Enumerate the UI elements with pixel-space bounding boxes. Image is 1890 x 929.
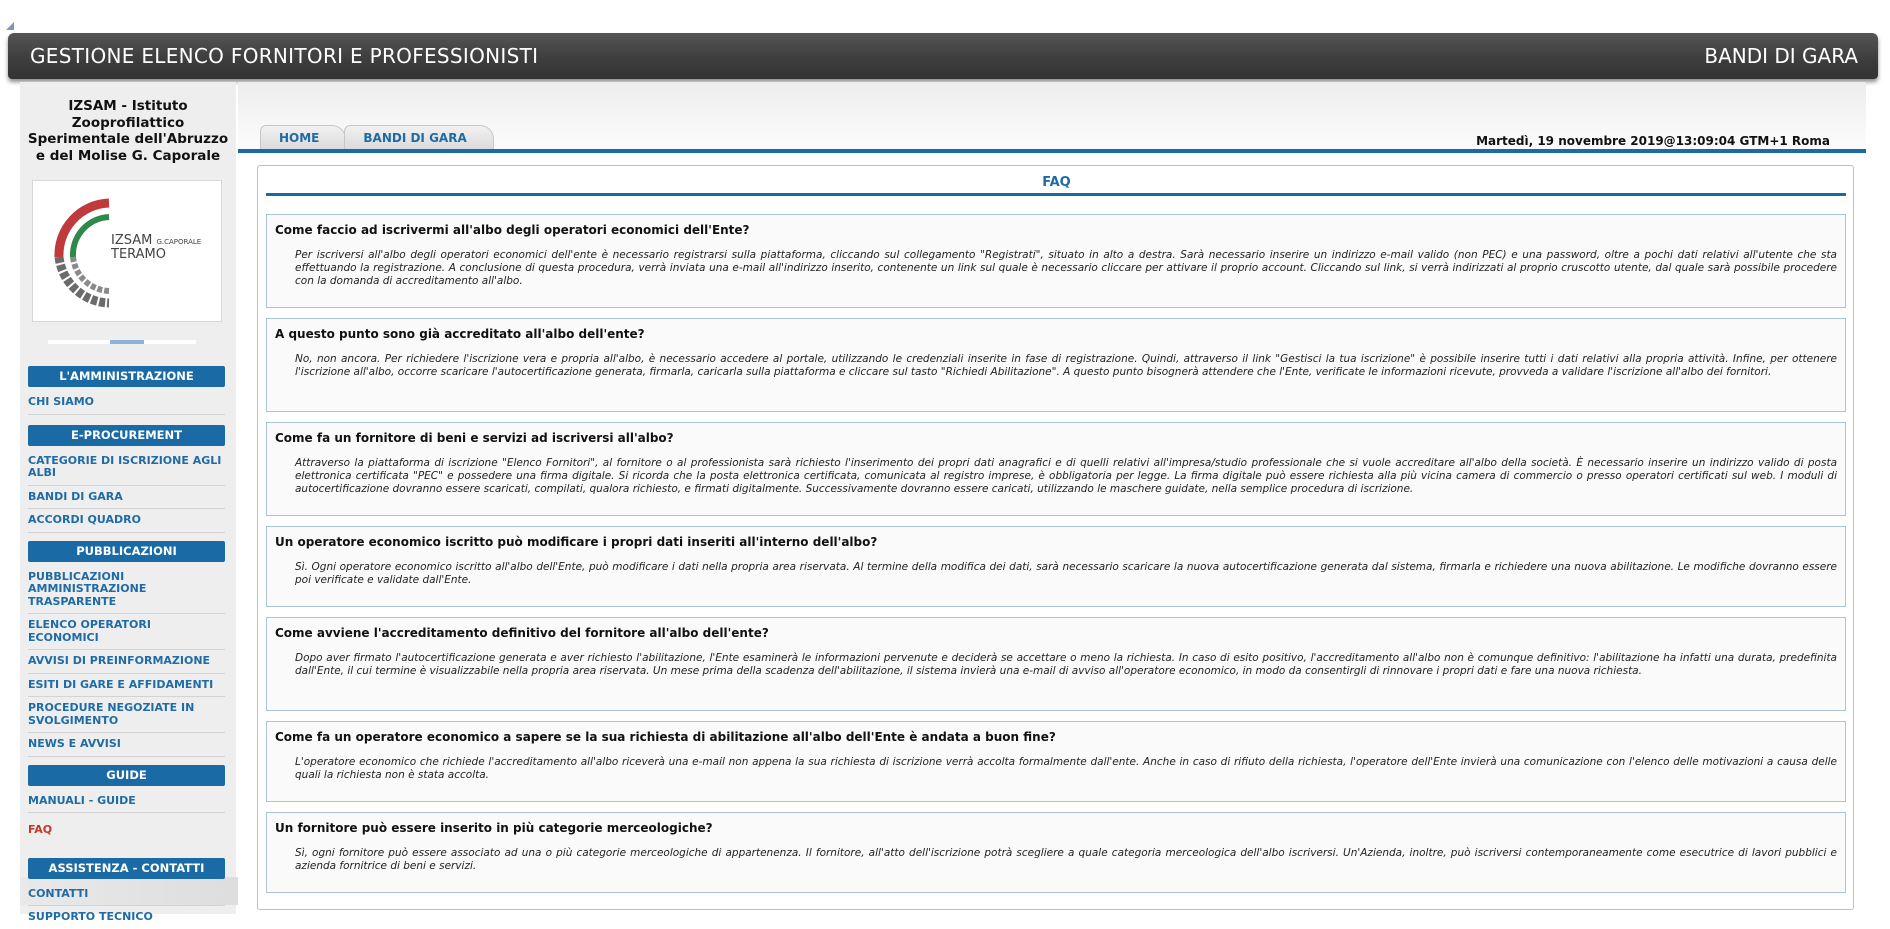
faq-question: Come fa un fornitore di beni e servizi ad iscriversi all'albo? [275, 431, 674, 445]
tab-bandi-di-gara[interactable]: BANDI DI GARA [344, 125, 493, 150]
tab-bar [260, 125, 492, 151]
faq-item [266, 422, 1846, 516]
org-logo[interactable] [32, 180, 222, 322]
faq-answer: Per iscriversi all'albo degli operatori economici dell'ente è necessario registrarsi sulla piattaforma, cliccando sul collegamento "Registrati", situato in alto a destra. Sarà necessario inserire un indirizzo e-mail valido (non PEC) e una password, oltre a pochi dati relativi all'utente che sta effettuando la registrazione. A conclusione di questa procedura, verrà inviata una e-mail all'indirizzo inserito, contenente un link sul quale è necessario cliccare per attivare il proprio account. Cliccando sul link, si verrà indirizzati al proprio cruscotto utente, dal quale sarà possibile procedere con la domanda di accreditamento all'albo. [295, 249, 1837, 287]
main-content [238, 82, 1866, 914]
faq-item [266, 721, 1846, 802]
nav-item-chi-siamo[interactable]: CHI SIAMO [28, 391, 225, 415]
header-bar [8, 33, 1878, 79]
slider-active-dot [110, 340, 144, 344]
nav-item-manuali-guide[interactable]: MANUALI - GUIDE [28, 790, 225, 814]
nav-item-faq[interactable]: FAQ [28, 823, 53, 836]
faq-answer: Sì. Ogni operatore economico iscritto all'albo dell'Ente, può modificare i dati nella propria area riservata. Al termine della modifica dei dati, sarà necessario scaricare la nuova autocertificazione generata dal sistema, firmarla e richiedere una nuova abilitazione. Le modifiche dovranno essere poi verificate e validate dall'Ente. [295, 561, 1837, 586]
faq-item [266, 318, 1846, 412]
tab-home[interactable]: HOME [260, 125, 346, 150]
faq-title-underline [266, 193, 1846, 196]
app-title: GESTIONE ELENCO FORNITORI E PROFESSIONISTI [30, 44, 539, 68]
logo-text-line2: TERAMO [111, 247, 167, 262]
nav-item-supporto-tecnico[interactable]: SUPPORTO TECNICO [28, 910, 153, 923]
nav-item-accordi-quadro[interactable]: ACCORDI QUADRO [28, 509, 225, 533]
top-strip [0, 0, 1890, 26]
org-name: IZSAM - Istituto Zooprofilattico Sperimentale dell'Abruzzo e del Molise G. Caporale [27, 98, 229, 164]
faq-question: Come avviene l'accreditamento definitivo del fornitore all'albo dell'ente? [275, 626, 769, 640]
faq-answer: No, non ancora. Per richiedere l'iscrizione vera e propria all'albo, è necessario accedere al portale, utilizzando le credenziali inserite in fase di registrazione. Quindi, attraverso il link "Gestisci la tua iscrizione" è possibile inserire tutti i dati relativi alla propria attività. Infine, per ottenere l'iscrizione all'albo, occorre scaricare l'autocertificazione generata, firmarla, caricarla sulla piattaforma e cliccare sul tasto "Richiedi Abilitazione". A questo punto bisognerà attendere che l'Ente, verificate le informazioni ricevute, provveda a validare l'iscrizione all'albo dei fornitori. [295, 353, 1837, 378]
logo-arc-icon [51, 199, 111, 307]
faq-panel [257, 165, 1854, 910]
nav-item-contatti[interactable]: CONTATTI [28, 883, 225, 907]
logo-slider-indicator[interactable] [48, 340, 196, 344]
faq-item [266, 617, 1846, 711]
nav-item-esiti-gare[interactable]: ESITI DI GARE E AFFIDAMENTI [28, 674, 225, 698]
nav-item-bandi-di-gara[interactable]: BANDI DI GARA [28, 486, 225, 510]
sidebar [20, 82, 236, 923]
faq-question: Come fa un operatore economico a sapere se la sua richiesta di abilitazione all'albo dell'Ente è andata a buon fine? [275, 730, 1056, 744]
nav-item-categorie-iscrizione[interactable]: CATEGORIE DI ISCRIZIONE AGLI ALBI [28, 450, 225, 486]
date-time: Martedì, 19 novembre 2019@13:09:04 GTM+1 Roma [1476, 134, 1830, 148]
nav-item-elenco-operatori[interactable]: ELENCO OPERATORI ECONOMICI [28, 614, 225, 650]
nav-heading-amministrazione: L'AMMINISTRAZIONE [28, 366, 225, 387]
sidebar-nav [28, 366, 225, 929]
faq-answer: Sì, ogni fornitore può essere associato ad una o più categorie merceologiche di appartenenza. Il fornitore, all'atto dell'iscrizione potrà scegliere a quale categoria merceologica dell'albo iscriversi. Un'Azienda, inoltre, può iscriversi contemporaneamente come esecutrice di lavori pubblici e azienda fornitrice di beni e servizi. [295, 847, 1837, 872]
corner-mark [6, 22, 14, 30]
nav-heading-e-procurement: E-PROCUREMENT [28, 425, 225, 446]
faq-question: Come faccio ad iscrivermi all'albo degli operatori economici dell'Ente? [275, 223, 750, 237]
nav-heading-assistenza: ASSISTENZA - CONTATTI [28, 858, 225, 879]
nav-item-avvisi-preinformazione[interactable]: AVVISI DI PREINFORMAZIONE [28, 650, 225, 674]
faq-item [266, 214, 1846, 308]
nav-item-news-avvisi[interactable]: NEWS E AVVISI [28, 733, 225, 757]
faq-answer: Attraverso la piattaforma di iscrizione "Elenco Fornitori", al fornitore o al professionista sarà richiesto l'inserimento dei propri dati anagrafici e di quelli relativi all'impresa/studio professionale che si vuole accreditare all'albo della società. È necessario inserire un indirizzo valido di posta elettronica certificata "PEC" e possedere una firma digitale. Si ricorda che la posta elettronica certificata, comunicata al registro imprese, è obbligatoria per legge. La firma digitale può essere richiesta alla più vicina camera di commercio o presso operatori certificati sul web. I moduli di autocertificazione dovranno essere scaricati, compilati, qualora richiesto, e firmati digitalmente. Successivamente dovranno essere caricati, utilizzando le maschere guidate, nella semplice procedura di iscrizione. [295, 457, 1837, 495]
tab-underline [238, 149, 1866, 153]
faq-question: Un operatore economico iscritto può modificare i propri dati inseriti all'interno dell'albo? [275, 535, 878, 549]
logo-text-line1: IZSAM G.CAPORALE [111, 233, 202, 248]
header-right-label[interactable]: BANDI DI GARA [1704, 44, 1858, 68]
nav-heading-guide: GUIDE [28, 765, 225, 786]
faq-title: FAQ [1042, 175, 1071, 190]
nav-heading-pubblicazioni: PUBBLICAZIONI [28, 541, 225, 562]
faq-answer: L'operatore economico che richiede l'accreditamento all'albo riceverà una e-mail non appena la sua richiesta di iscrizione verrà accolta formalmente dall'ente. Anche in caso di rifiuto della richiesta, l'operatore dell'Ente invierà una comunicazione con l'elenco delle motivazioni a causa delle quali la richiesta non è stata accolta. [295, 756, 1837, 781]
faq-item [266, 812, 1846, 893]
faq-item [266, 526, 1846, 607]
faq-answer: Dopo aver firmato l'autocertificazione generata e aver richiesto l'abilitazione, l'Ente esaminerà le informazioni pervenute e deciderà se accettare o meno la richiesta. In caso di esito positivo, l'accreditamento all'albo non è comunque definitivo: l'abilitazione ha infatti una durata, predefinita dall'Ente, il cui termine è visualizzabile nella propria area riservata. Un mese prima della scadenza dell'abilitazione, il sistema invierà una e-mail di avviso all'operatore economico, in modo da consentirgli di rinnovare i propri dati e fare una nuova richiesta. [295, 652, 1837, 677]
faq-question: Un fornitore può essere inserito in più categorie merceologiche? [275, 821, 713, 835]
faq-question: A questo punto sono già accreditato all'albo dell'ente? [275, 327, 645, 341]
nav-item-procedure-negoziate[interactable]: PROCEDURE NEGOZIATE IN SVOLGIMENTO [28, 697, 225, 733]
nav-item-pubblicazioni-trasparente[interactable]: PUBBLICAZIONI AMMINISTRAZIONE TRASPARENTE [28, 566, 225, 615]
